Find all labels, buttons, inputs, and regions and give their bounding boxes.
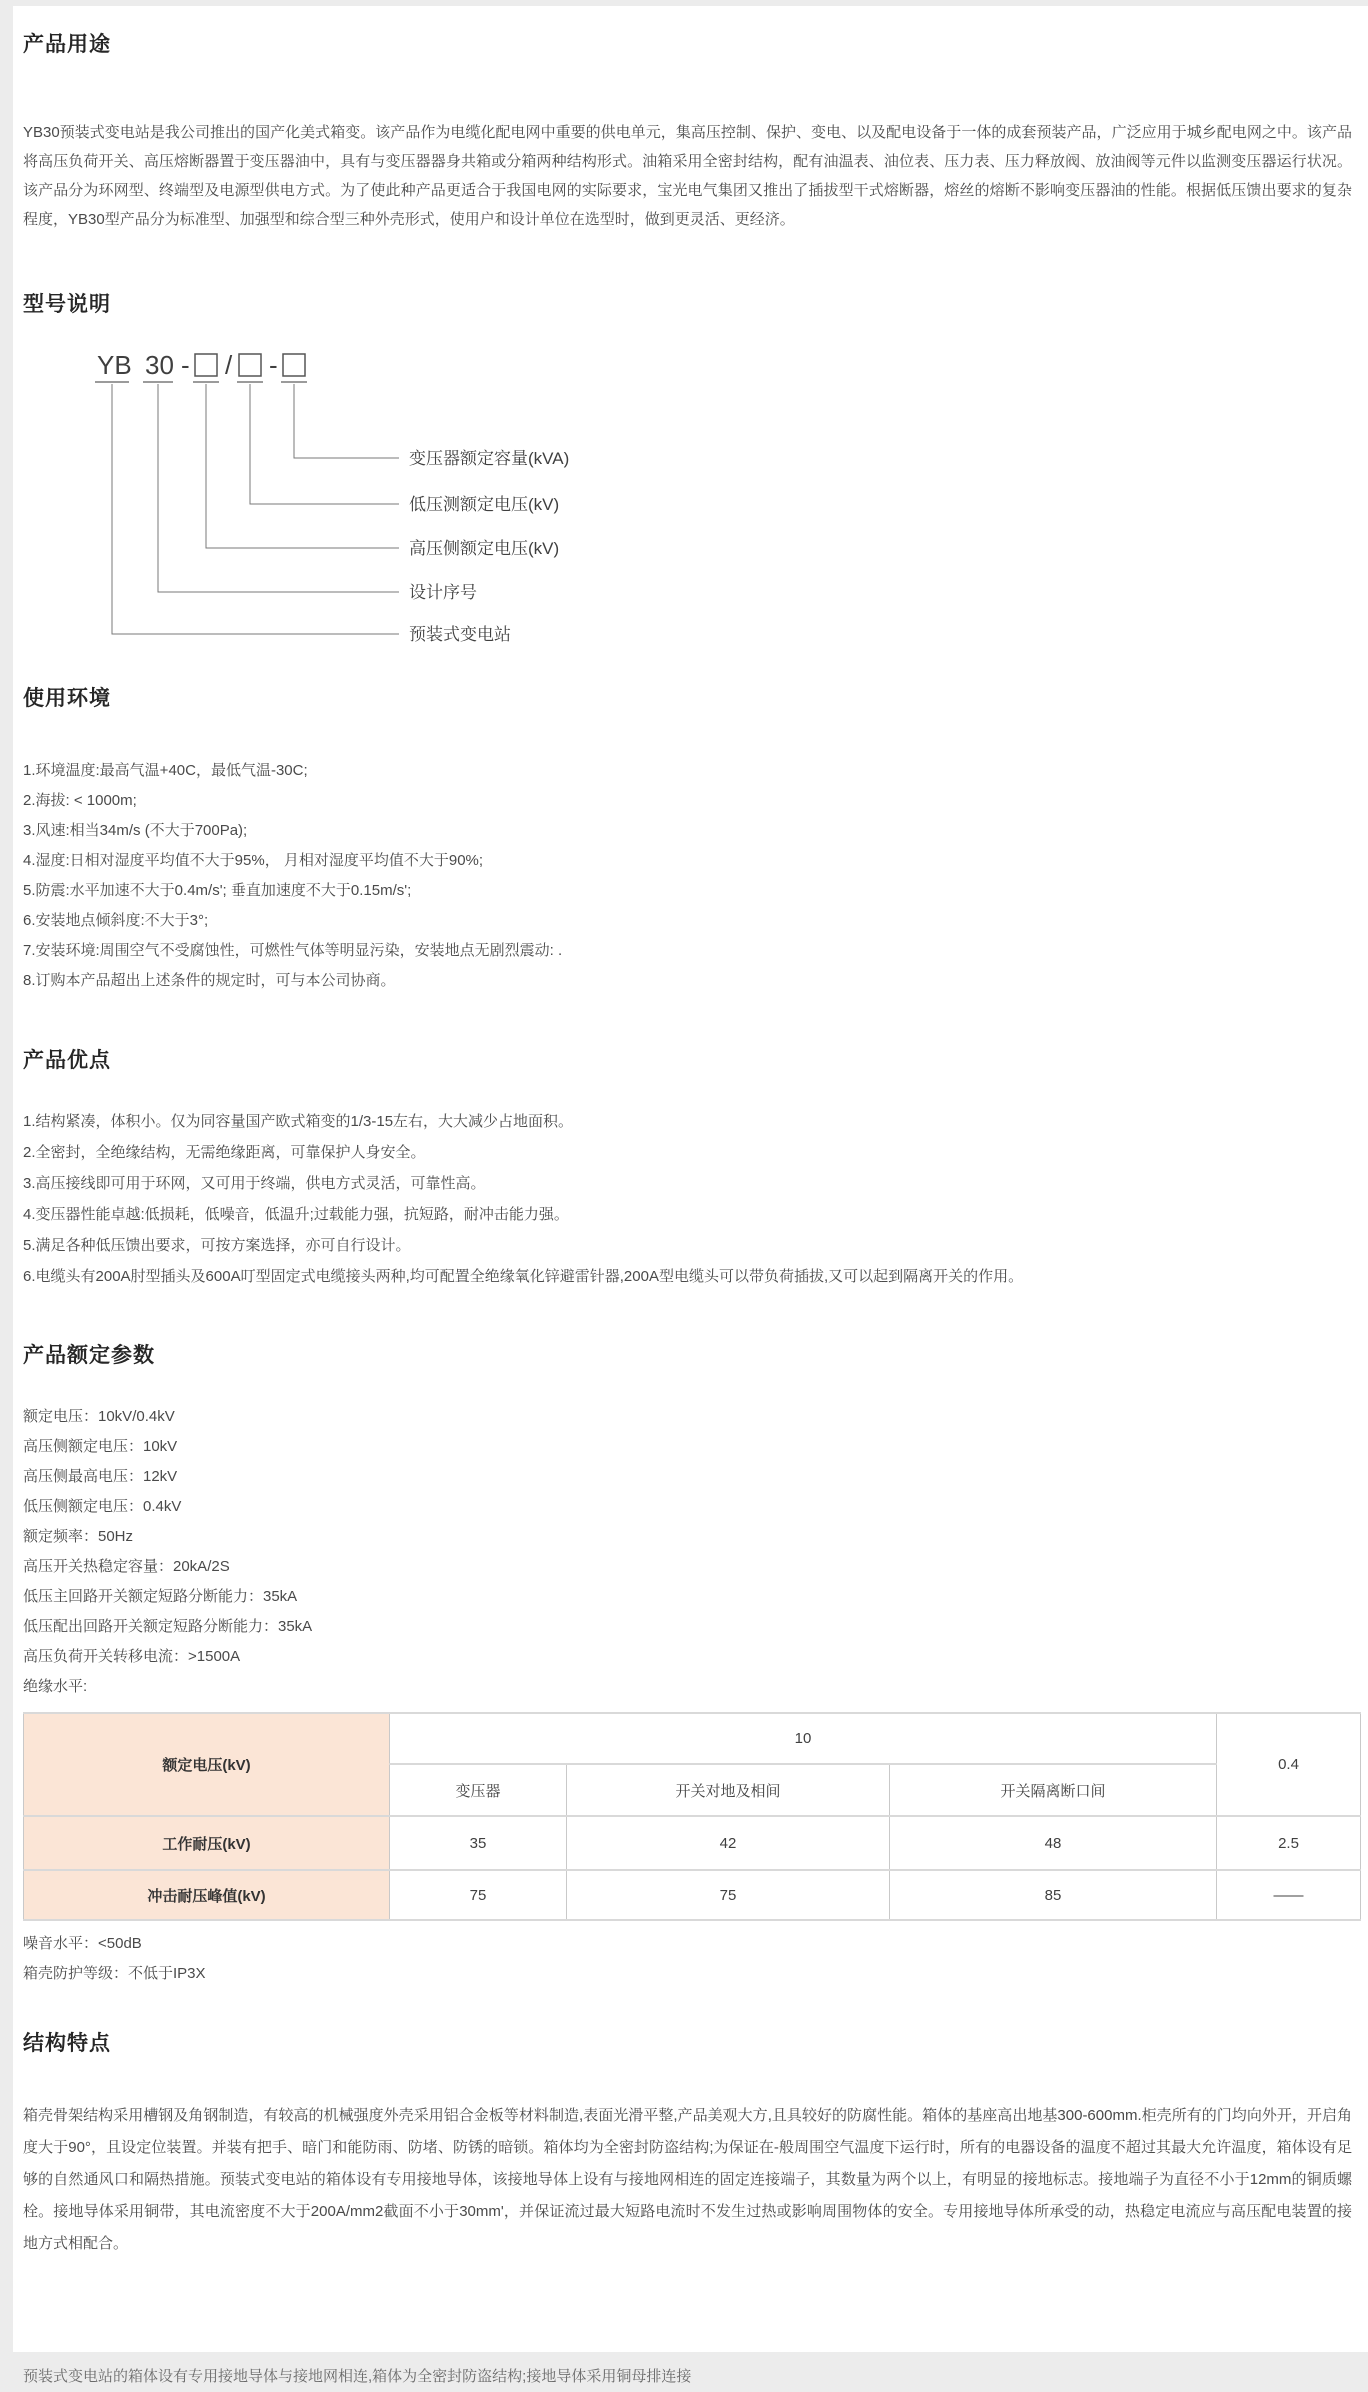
diagram-leader-lines — [112, 384, 399, 634]
section-heading-structure: 结构特点 — [23, 2032, 111, 2055]
product-use-paragraph: YB30预装式变电站是我公司推出的国产化美式箱变。该产品作为电缆化配电网中重要的供电单元，集高压控制、保护、变电、以及配电设备于一体的成套预装产品，广泛应用于城乡配电网之中。该产品将高压负荷开关、高压熔断器置于变压器油中，具有与变压器器身共箱或分箱两种结构形式。油箱采用全密封结构，配有油温表、油位表、压力表、压力释放阀、放油阀等元件以监测变压器运行状况。该产品分为环网型、终端型及电源型供电方式。为了使此种产品更适合于我国电网的实际要求，宝光电气集团又推出了插拔型干式熔断器，熔丝的熔断不影响变压器油的性能。根据低压馈出要求的复杂程度，YB30型产品分为标准型、加强型和综合型三种外壳形式，使用户和设计单位在选型时，做到更灵活、更经济。 — [23, 124, 1352, 228]
environment-item: 3.风速:相当34m/s (不大于700Pa); — [23, 822, 248, 839]
model-code-diagram — [89, 346, 729, 648]
enclosure-protection-item: 箱壳防护等级：不低于IP3X — [23, 1965, 206, 1982]
model-label-lv-voltage: 低压测额定电压(kV) — [409, 495, 560, 514]
parameter-item: 高压侧额定电压：10kV — [23, 1438, 178, 1455]
table-subheader-switch-isolation-gap: 开关隔离断口间 — [890, 1764, 1217, 1816]
advantage-item: 5.满足各种低压馈出要求，可按方案选择，亦可自行设计。 — [23, 1237, 411, 1254]
model-code-box-cap — [283, 354, 305, 376]
table-row-header-rated-voltage: 额定电压(kV) — [24, 1713, 390, 1816]
parameter-item: 低压侧额定电压：0.4kV — [23, 1498, 182, 1515]
table-cell: 85 — [890, 1870, 1217, 1920]
model-label-substation: 预装式变电站 — [409, 625, 511, 644]
table-cell-lv-group: 0.4 — [1217, 1713, 1361, 1816]
noise-level-item: 噪音水平：<50dB — [23, 1935, 142, 1952]
parameters-list — [23, 1402, 1368, 1702]
parameter-item: 高压侧最高电压：12kV — [23, 1468, 178, 1485]
parameter-item: 绝缘水平: — [23, 1678, 88, 1695]
advantage-item: 6.电缆头有200A肘型插头及600A叮型固定式电缆接头两种,均可配置全绝缘氧化锌避雷针器,200A型电缆头可以带负荷插拔,又可以起到隔离开关的作用。 — [23, 1268, 1024, 1285]
model-code-serial: 30 — [145, 350, 174, 380]
table-cell: 75 — [567, 1870, 890, 1920]
environment-item: 7.安装环境:周围空气不受腐蚀性，可燃性气体等明显污染，安装地点无剧烈震动: . — [23, 942, 563, 959]
environment-item: 8.订购本产品超出上述条件的规定时，可与本公司协商。 — [23, 972, 396, 989]
content-area — [13, 6, 1368, 2385]
environment-item: 2.海拔: < 1000m; — [23, 792, 137, 809]
model-label-hv-voltage: 高压侧额定电压(kV) — [409, 539, 560, 558]
advantages-list — [23, 1106, 1368, 1292]
table-subheader-transformer: 变压器 — [390, 1764, 567, 1816]
model-code-dash1: - — [181, 350, 190, 380]
table-subheader-switch-ground-phase: 开关对地及相间 — [567, 1764, 890, 1816]
table-cell: 75 — [390, 1870, 567, 1920]
parameters-after-table — [23, 1929, 1368, 1989]
model-code-prefix: YB — [97, 350, 132, 380]
parameter-item: 低压配出回路开关额定短路分断能力：35kA — [23, 1618, 313, 1635]
model-code-dash2: - — [269, 350, 278, 380]
model-code-box-hv — [195, 354, 217, 376]
table-row-header-working-voltage: 工作耐压(kV) — [24, 1816, 390, 1870]
table-cell-hv-group: 10 — [390, 1713, 1217, 1764]
table-cell: 35 — [390, 1816, 567, 1870]
environment-item: 5.防震:水平加速不大于0.4m/s'; 垂直加速度不大于0.15m/s'; — [23, 882, 412, 899]
table-row — [24, 1870, 1361, 1920]
model-code-slash: / — [225, 350, 233, 380]
structure-partial-bottom-line: 预装式变电站的箱体设有专用接地导体与接地网相连,箱体为全密封防盗结构;接地导体采用铜母排连接 — [23, 2368, 692, 2385]
table-cell: 42 — [567, 1816, 890, 1870]
advantage-item: 1.结构紧凑，体积小。仅为同容量国产欧式箱变的1/3-15左右，大大减少占地面积。 — [23, 1113, 574, 1130]
model-code-box-lv — [239, 354, 261, 376]
section-heading-parameters: 产品额定参数 — [23, 1344, 155, 1367]
environment-item: 6.安装地点倾斜度:不大于3°; — [23, 912, 209, 929]
structure-paragraph: 箱壳骨架结构采用槽钢及角钢制造，有较高的机械强度外壳采用铝合金板等材料制造,表面光滑平整,产品美观大方,且具较好的防腐性能。箱体的基座高出地基300-600mm.柜壳所有的门均向外开，开启角度大于90°，且设定位装置。并装有把手、暗门和能防雨、防堵、防锈的暗锁。箱体均为全密封防盗结构;为保证在-般周围空气温度下运行时，所有的电器设备的温度不超过其最大允许温度，箱体设有足够的自然通风口和隔热措施。预装式变电站的箱体设有专用接地导体，该接地导体上设有与接地网相连的固定连接端子，其数量为两个以上，有明显的接地标志。接地端子为直径不小于12mm的铜质螺栓。接地导体采用铜带，其电流密度不大于200A/mm2截面不小于30mm'，并保证流过最大短路电流时不发生过热或影响周围物体的安全。专用接地导体所承受的动，热稳定电流应与高压配电装置的接地方式相配合。 — [23, 2107, 1352, 2252]
table-cell: —— — [1217, 1870, 1361, 1920]
advantage-item: 3.高压接线即可用于环网，又可用于终端，供电方式灵活，可靠性高。 — [23, 1175, 486, 1192]
section-heading-model: 型号说明 — [23, 293, 111, 316]
environment-item: 1.环境温度:最高气温+40C，最低气温-30C; — [23, 762, 308, 779]
section-heading-product-use: 产品用途 — [23, 33, 111, 56]
model-label-capacity: 变压器额定容量(kVA) — [409, 449, 570, 468]
parameter-item: 高压负荷开关转移电流：>1500A — [23, 1648, 241, 1665]
parameter-item: 额定电压：10kV/0.4kV — [23, 1408, 175, 1425]
environment-list — [23, 756, 1368, 996]
section-heading-advantages: 产品优点 — [23, 1049, 111, 1072]
parameter-item: 高压开关热稳定容量：20kA/2S — [23, 1558, 230, 1575]
table-row — [24, 1816, 1361, 1870]
parameter-item: 低压主回路开关额定短路分断能力：35kA — [23, 1588, 298, 1605]
insulation-level-table — [23, 1712, 1361, 1921]
table-row-header-impulse-voltage: 冲击耐压峰值(kV) — [24, 1870, 390, 1920]
section-heading-environment: 使用环境 — [23, 687, 111, 710]
table-cell: 48 — [890, 1816, 1217, 1870]
model-label-design-no: 设计序号 — [409, 583, 477, 602]
table-cell: 2.5 — [1217, 1816, 1361, 1870]
advantage-item: 4.变压器性能卓越:低损耗，低噪音，低温升;过载能力强，抗短路，耐冲击能力强。 — [23, 1206, 569, 1223]
environment-item: 4.湿度:日相对湿度平均值不大于95%， 月相对湿度平均值不大于90%; — [23, 852, 484, 869]
advantage-item: 2.全密封，全绝缘结构，无需绝缘距离，可靠保护人身安全。 — [23, 1144, 426, 1161]
parameter-item: 额定频率：50Hz — [23, 1528, 134, 1545]
